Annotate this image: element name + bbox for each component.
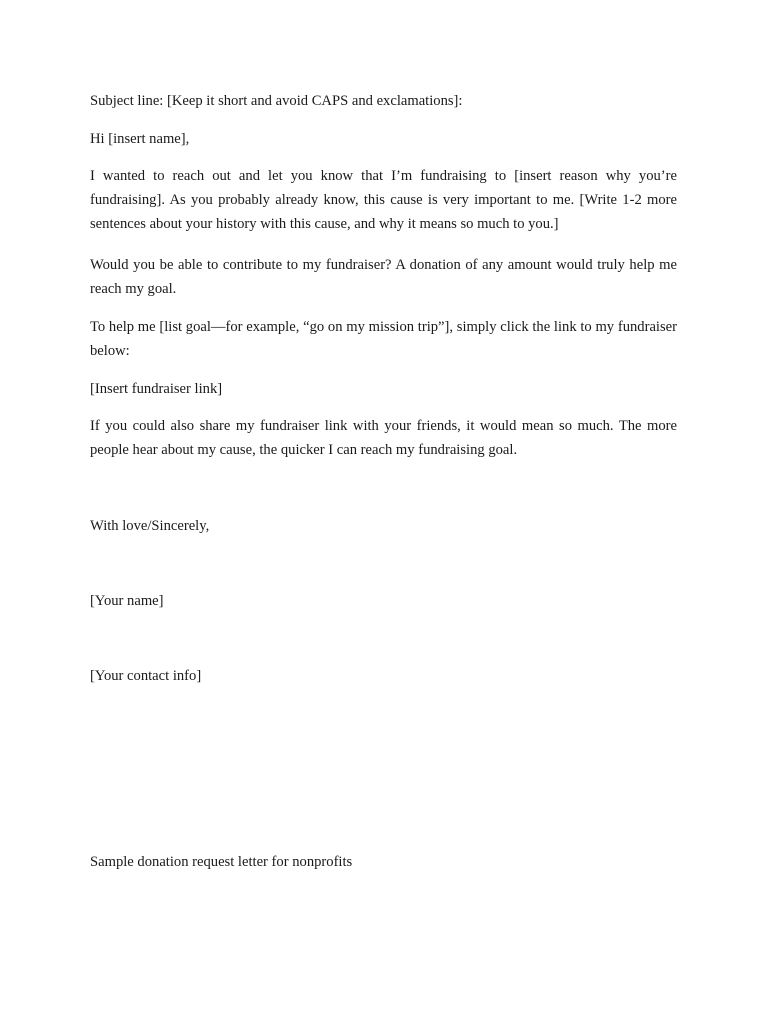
document-caption: Sample donation request letter for nonprofits xyxy=(90,854,353,870)
subject-line: Subject line: [Keep it short and avoid CAPS and exclamations]: xyxy=(90,93,463,109)
contact-info: [Your contact info] xyxy=(90,668,202,684)
greeting: Hi [insert name], xyxy=(90,131,190,147)
paragraph-intro: I wanted to reach out and let you know that I’m fundraising to [insert reason why you’re fundraising]. As you probably already know, this cause is very important to me. [Write 1-2 more sentences about your history with this cause, and why it means so much to you.] xyxy=(90,168,677,232)
paragraph-request: Would you be able to contribute to my fundraiser? A donation of any amount would truly help me reach my goal. xyxy=(90,257,677,297)
paragraph-share: If you could also share my fundraiser link with your friends, it would mean so much. The more people hear about my cause, the quicker I can reach my fundraising goal. xyxy=(90,418,677,458)
fundraiser-link-placeholder: [Insert fundraiser link] xyxy=(90,381,223,397)
paragraph-goal: To help me [list goal—for example, “go on my mission trip”], simply click the link to my fundraiser below: xyxy=(90,319,677,359)
closing: With love/Sincerely, xyxy=(90,518,210,534)
signature-name: [Your name] xyxy=(90,593,164,609)
